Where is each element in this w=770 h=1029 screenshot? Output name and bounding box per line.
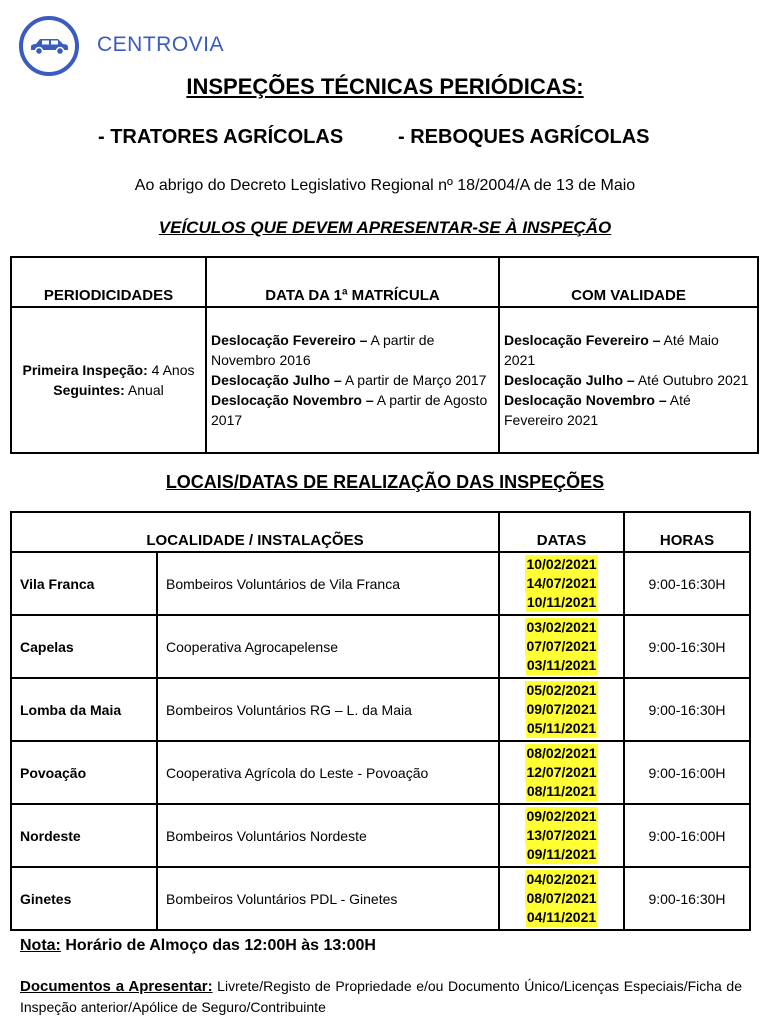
date-value: 04/11/2021 <box>526 909 597 925</box>
matricula-julho: Deslocação Julho – A partir de Março 2017 <box>211 372 487 388</box>
date-value: 09/07/2021 <box>526 701 597 717</box>
periodicidade-first: Primeira Inspeção: 4 Anos <box>22 362 195 378</box>
date-value: 07/07/2021 <box>526 638 597 654</box>
table-row <box>11 552 750 615</box>
note-text: Horário de Almoço das 12:00H às 13:00H <box>60 937 376 954</box>
lunch-note <box>20 937 376 955</box>
dates-cell <box>499 615 624 678</box>
date-value: 05/11/2021 <box>526 720 597 736</box>
date-value: 08/07/2021 <box>526 890 597 906</box>
table-row <box>11 741 750 804</box>
locality-cell: Capelas <box>11 615 157 678</box>
dates-cell <box>499 867 624 930</box>
table-row <box>11 804 750 867</box>
table-row <box>11 615 750 678</box>
date-value: 09/02/2021 <box>526 808 597 824</box>
hours-cell: 9:00-16:00H <box>624 804 750 867</box>
matricula-novembro: Deslocação Novembro – A partir de Agosto 2017 <box>211 392 488 428</box>
documents-text: Livrete/Registo de Propriedade e/ou Documento Único/Licenças Especiais/Ficha de Inspeção anterior/Apólice de Seguro/Contribuinte <box>20 978 742 1015</box>
validade-fevereiro: Deslocação Fevereiro – Até Maio 2021 <box>504 332 719 368</box>
date-value: 05/02/2021 <box>526 682 597 698</box>
validade-novembro: Deslocação Novembro – Até Fevereiro 2021 <box>504 392 691 428</box>
vehicles-table <box>10 256 759 454</box>
date-value: 03/02/2021 <box>526 619 597 635</box>
installation-cell: Bombeiros Voluntários de Vila Franca <box>157 552 499 615</box>
date-value: 10/02/2021 <box>526 556 597 572</box>
dates-cell <box>499 678 624 741</box>
section-vehicles-title-text: VEÍCULOS QUE DEVEM APRESENTAR-SE À INSPEÇÃO <box>158 218 612 237</box>
locality-cell: Vila Franca <box>11 552 157 615</box>
dates-cell <box>499 552 624 615</box>
validade-julho: Deslocação Julho – Até Outubro 2021 <box>504 372 749 388</box>
table-row <box>11 678 750 741</box>
header-matricula: DATA DA 1ª MATRÍCULA <box>206 257 499 307</box>
locality-cell: Nordeste <box>11 804 157 867</box>
header-periodicidades: PERIODICIDADES <box>11 257 206 307</box>
hours-cell: 9:00-16:30H <box>624 867 750 930</box>
subtitle-tractors: - TRATORES AGRÍCOLAS <box>98 126 344 148</box>
date-value: 12/07/2021 <box>526 764 597 780</box>
installation-cell: Cooperativa Agrocapelense <box>157 615 499 678</box>
table-row <box>11 867 750 930</box>
brand-name: CENTROVIA <box>97 33 225 56</box>
installation-cell: Bombeiros Voluntários RG – L. da Maia <box>157 678 499 741</box>
date-value: 04/02/2021 <box>526 871 597 887</box>
hours-cell: 9:00-16:30H <box>624 615 750 678</box>
section-locations-title-text: LOCAIS/DATAS DE REALIZAÇÃO DAS INSPEÇÕES <box>165 472 605 492</box>
header-horas: HORAS <box>624 512 750 552</box>
periodicidade-following: Seguintes: Anual <box>53 382 164 398</box>
date-value: 10/11/2021 <box>526 594 597 610</box>
locality-cell: Ginetes <box>11 867 157 930</box>
hours-cell: 9:00-16:30H <box>624 678 750 741</box>
installation-cell: Bombeiros Voluntários Nordeste <box>157 804 499 867</box>
periodicidades-cell <box>11 307 206 453</box>
section-vehicles-title <box>0 218 770 238</box>
installation-cell: Bombeiros Voluntários PDL - Ginetes <box>157 867 499 930</box>
matricula-cell <box>206 307 499 453</box>
section-locations-title <box>0 472 770 493</box>
date-value: 14/07/2021 <box>526 575 597 591</box>
brand-logo <box>19 16 79 76</box>
dates-cell <box>499 804 624 867</box>
required-documents <box>20 976 742 1017</box>
page-title: INSPEÇÕES TÉCNICAS PERIÓDICAS: <box>186 74 584 99</box>
validade-cell <box>499 307 758 453</box>
locations-table <box>10 511 751 931</box>
date-value: 09/11/2021 <box>526 846 597 862</box>
subtitle-trailers: - REBOQUES AGRÍCOLAS <box>398 126 650 148</box>
header-datas: DATAS <box>499 512 624 552</box>
hours-cell: 9:00-16:30H <box>624 552 750 615</box>
documents-label: Documentos a Apresentar: <box>20 978 213 995</box>
car-icon <box>28 36 70 56</box>
decree-reference: Ao abrigo do Decreto Legislativo Regional nº 18/2004/A de 13 de Maio <box>134 177 636 194</box>
locality-cell: Povoação <box>11 741 157 804</box>
locality-cell: Lomba da Maia <box>11 678 157 741</box>
date-value: 13/07/2021 <box>526 827 597 843</box>
date-value: 03/11/2021 <box>526 657 597 673</box>
date-value: 08/02/2021 <box>526 745 597 761</box>
matricula-fevereiro: Deslocação Fevereiro – A partir de Novembro 2016 <box>211 332 435 368</box>
header-validade: COM VALIDADE <box>499 257 758 307</box>
hours-cell: 9:00-16:00H <box>624 741 750 804</box>
installation-cell: Cooperativa Agrícola do Leste - Povoação <box>157 741 499 804</box>
dates-cell <box>499 741 624 804</box>
note-label: Nota: <box>20 937 61 954</box>
header-localidade: LOCALIDADE / INSTALAÇÕES <box>11 512 499 552</box>
date-value: 08/11/2021 <box>526 783 597 799</box>
